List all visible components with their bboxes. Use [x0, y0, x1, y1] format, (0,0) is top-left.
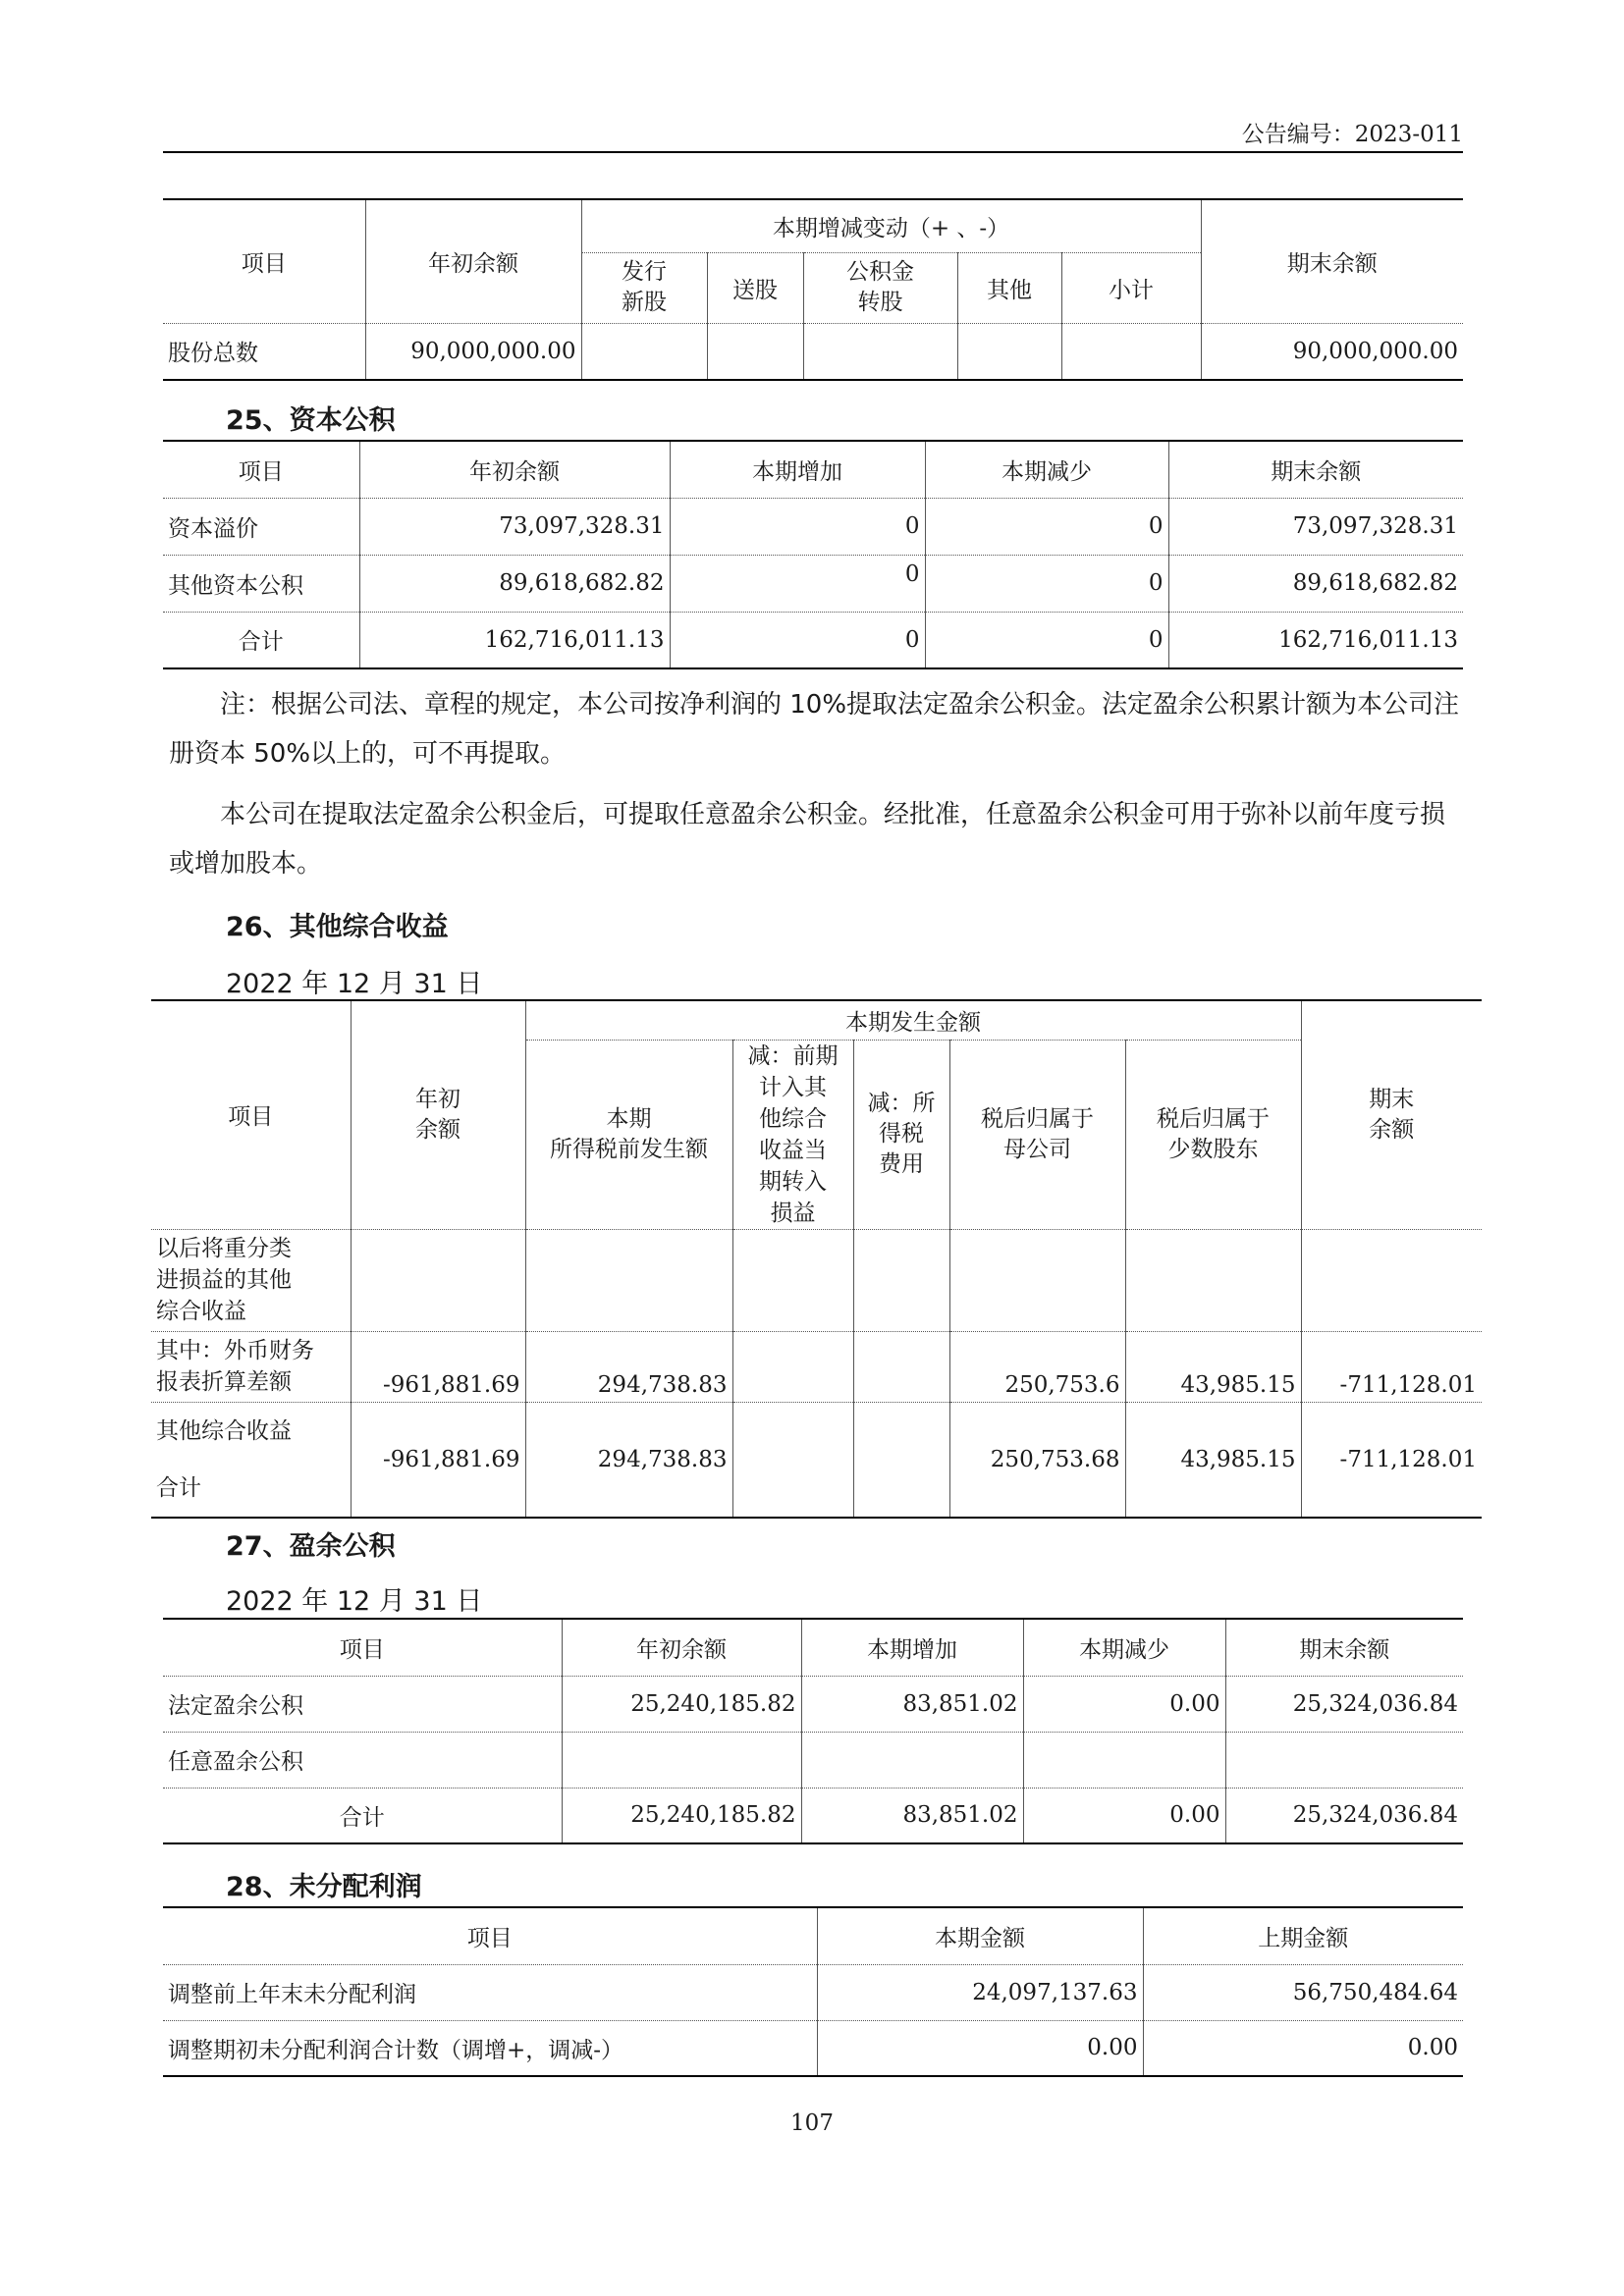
note-paragraph-2: 本公司在提取法定盈余公积金后，可提取任意盈余公积金。经批准，任意盈余公积金可用于弥补以前年度亏损或增加股本。 [169, 800, 1446, 879]
other-comprehensive-income-table [151, 999, 1482, 1519]
row-pretax: 294,738.83 [525, 1331, 732, 1402]
col-header-closing: 期末余额 [1168, 441, 1463, 498]
row-decrease: 0 [925, 555, 1168, 612]
row-item: 调整前上年末未分配利润 [163, 1964, 817, 2020]
row-current: 24,097,137.63 [817, 1964, 1143, 2020]
table-row [163, 1788, 1463, 1843]
row-minority: 43,985.15 [1125, 1331, 1301, 1402]
row-decrease: 0 [925, 498, 1168, 555]
table-row [163, 1732, 1463, 1788]
col-header-closing: 期末余额 [1201, 199, 1463, 323]
col-header-tax: 减：所 得税 费用 [853, 1040, 949, 1229]
row-opening [562, 1732, 801, 1788]
row-increase: 0 [670, 555, 925, 612]
col-header-opening: 年初余额 [359, 441, 670, 498]
col-header-closing: 期末余额 [1225, 1619, 1463, 1676]
col-header-other: 其他 [957, 252, 1061, 323]
col-header-item: 项目 [163, 1619, 562, 1676]
section-date-26: 2022 年 12 月 31 日 [226, 969, 483, 999]
row-closing: -711,128.01 [1301, 1402, 1482, 1518]
surplus-reserve-table [163, 1618, 1463, 1844]
table-row [151, 1331, 1482, 1402]
col-header-item: 项目 [163, 441, 359, 498]
page-number: 107 [790, 2110, 834, 2136]
col-header-item: 项目 [151, 1000, 351, 1229]
row-closing: 73,097,328.31 [1168, 498, 1463, 555]
table-row [151, 1402, 1482, 1518]
row-item: 股份总数 [163, 323, 365, 380]
table-row [163, 1676, 1463, 1732]
row-item: 调整期初未分配利润合计数（调增+，调减-） [163, 2020, 817, 2076]
row-increase: 83,851.02 [801, 1788, 1023, 1843]
row-prior: 0.00 [1143, 2020, 1463, 2076]
notice-number: 公告编号：2023-011 [1241, 122, 1463, 147]
row-item: 以后将重分类 进损益的其他 综合收益 [151, 1229, 351, 1331]
row-closing [1225, 1732, 1463, 1788]
section-heading-28: 28、未分配利润 [226, 1872, 422, 1902]
row-item: 其他综合收益 合计 [151, 1402, 351, 1518]
col-header-minority: 税后归属于 少数股东 [1125, 1040, 1301, 1229]
row-decrease: 0.00 [1023, 1788, 1225, 1843]
row-item: 其他资本公积 [163, 555, 359, 612]
row-item: 任意盈余公积 [163, 1732, 562, 1788]
row-opening: -961,881.69 [351, 1402, 525, 1518]
row-minority: 43,985.15 [1125, 1402, 1301, 1518]
col-header-prior: 上期金额 [1143, 1907, 1463, 1964]
row-pretax [525, 1229, 732, 1331]
row-closing [1301, 1229, 1482, 1331]
row-opening [351, 1229, 525, 1331]
row-item: 合计 [163, 1788, 562, 1843]
row-closing: 89,618,682.82 [1168, 555, 1463, 612]
col-header-reserve: 公积金 转股 [803, 252, 957, 323]
row-increase: 83,851.02 [801, 1676, 1023, 1732]
row-parent: 250,753.68 [949, 1402, 1125, 1518]
row-opening: 162,716,011.13 [359, 612, 670, 668]
note-paragraph-1: 注：根据公司法、章程的规定，本公司按净利润的 10%提取法定盈余公积金。法定盈余公积累计额为本公司注册资本 50%以上的，可不再提取。 [169, 690, 1460, 769]
row-item: 合计 [163, 612, 359, 668]
row-prior: 56,750,484.64 [1143, 1964, 1463, 2020]
col-header-current: 本期金额 [817, 1907, 1143, 1964]
col-header-opening: 年初余额 [365, 199, 581, 323]
col-header-bonus: 送股 [707, 252, 803, 323]
col-header-decrease: 本期减少 [925, 441, 1168, 498]
col-header-decrease: 本期减少 [1023, 1619, 1225, 1676]
share-capital-table [163, 198, 1463, 381]
row-opening: 89,618,682.82 [359, 555, 670, 612]
col-header-increase: 本期增加 [801, 1619, 1023, 1676]
table-row [163, 2020, 1463, 2076]
col-header-change: 本期增减变动（+ 、-） [581, 199, 1201, 252]
col-header-item: 项目 [163, 1907, 817, 1964]
col-header-item: 项目 [163, 199, 365, 323]
col-header-subtotal: 小计 [1061, 252, 1201, 323]
section-heading-27: 27、盈余公积 [226, 1531, 396, 1562]
header-rule [163, 151, 1463, 153]
row-parent: 250,753.6 [949, 1331, 1125, 1402]
table-row [163, 555, 1463, 612]
row-pretax: 294,738.83 [525, 1402, 732, 1518]
row-closing: 25,324,036.84 [1225, 1676, 1463, 1732]
col-header-increase: 本期增加 [670, 441, 925, 498]
col-header-issue: 发行 新股 [581, 252, 707, 323]
row-increase: 0 [670, 612, 925, 668]
row-opening: -961,881.69 [351, 1331, 525, 1402]
col-header-closing: 期末 余额 [1301, 1000, 1482, 1229]
row-closing: 162,716,011.13 [1168, 612, 1463, 668]
row-opening: 73,097,328.31 [359, 498, 670, 555]
section-heading-25: 25、资本公积 [226, 405, 396, 436]
section-date-27: 2022 年 12 月 31 日 [226, 1586, 483, 1617]
section-heading-26: 26、其他综合收益 [226, 912, 449, 942]
col-header-parent: 税后归属于 母公司 [949, 1040, 1125, 1229]
undistributed-profit-table [163, 1906, 1463, 2077]
row-item: 资本溢价 [163, 498, 359, 555]
col-header-pretax: 本期 所得税前发生额 [525, 1040, 732, 1229]
row-increase [801, 1732, 1023, 1788]
col-header-opening: 年初 余额 [351, 1000, 525, 1229]
row-parent [949, 1229, 1125, 1331]
row-increase: 0 [670, 498, 925, 555]
row-opening: 25,240,185.82 [562, 1676, 801, 1732]
row-decrease: 0 [925, 612, 1168, 668]
col-header-transfer: 减：前期 计入其 他综合 收益当 期转入 损益 [732, 1040, 853, 1229]
col-header-opening: 年初余额 [562, 1619, 801, 1676]
row-decrease: 0.00 [1023, 1676, 1225, 1732]
row-closing: 90,000,000.00 [1201, 323, 1463, 380]
col-header-current: 本期发生金额 [525, 1000, 1301, 1040]
table-row [163, 498, 1463, 555]
row-closing: 25,324,036.84 [1225, 1788, 1463, 1843]
row-item: 其中：外币财务 报表折算差额 [151, 1331, 351, 1402]
table-row [151, 1229, 1482, 1331]
row-item: 法定盈余公积 [163, 1676, 562, 1732]
row-decrease [1023, 1732, 1225, 1788]
row-opening: 25,240,185.82 [562, 1788, 801, 1843]
table-row [163, 323, 1463, 380]
row-current: 0.00 [817, 2020, 1143, 2076]
row-opening: 90,000,000.00 [365, 323, 581, 380]
row-closing: -711,128.01 [1301, 1331, 1482, 1402]
row-minority [1125, 1229, 1301, 1331]
table-row [163, 612, 1463, 668]
table-row [163, 1964, 1463, 2020]
capital-reserve-table [163, 440, 1463, 669]
